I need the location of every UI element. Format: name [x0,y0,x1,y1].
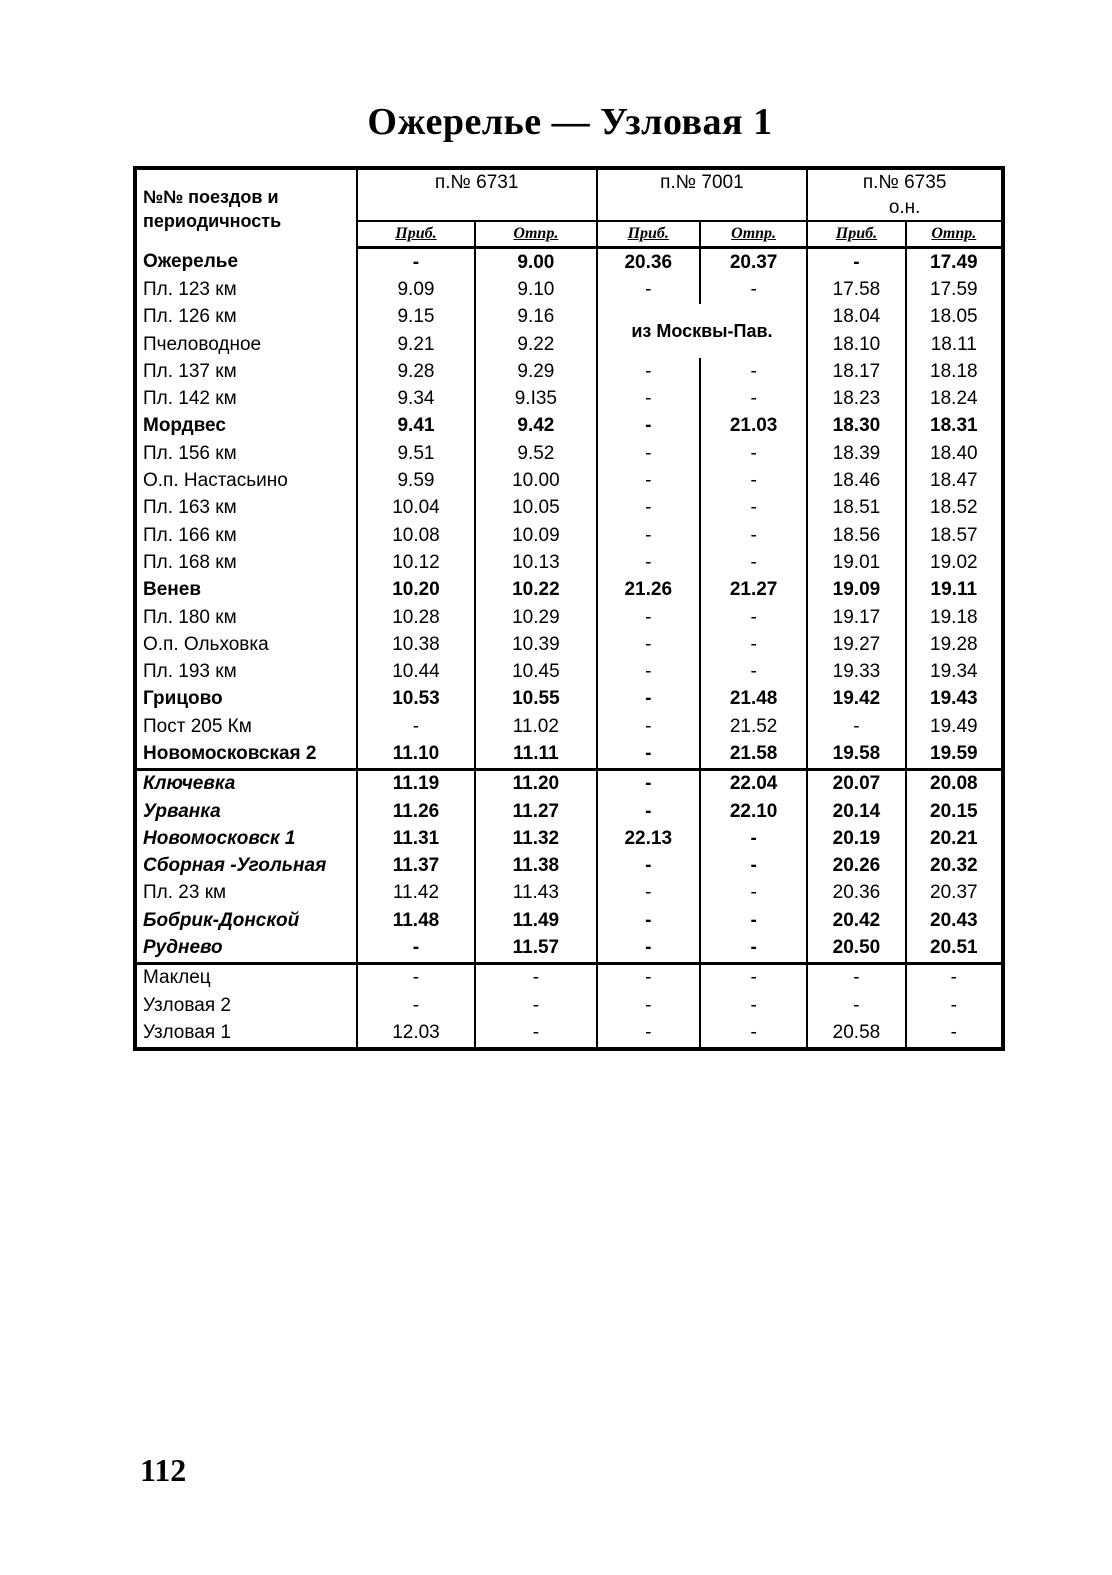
page-title: Ожерелье — Узловая 1 [367,101,773,143]
station-name: Мордвес [135,413,357,440]
time-cell: - [597,798,700,825]
time-cell: - [700,522,807,549]
time-cell: 18.04 [807,304,905,331]
time-cell: - [597,604,700,631]
time-cell: 19.34 [906,658,1003,685]
table-row [135,686,1003,713]
time-cell: - [597,769,700,798]
station-name: Грицово [135,686,357,713]
table-row [135,495,1003,522]
time-cell: - [700,880,807,907]
time-cell: - [807,963,905,992]
time-cell: 20.21 [906,825,1003,852]
train-number: п.№ 7001 [660,172,744,193]
time-cell: 11.31 [357,825,475,852]
station-name: Пл. 193 км [135,658,357,685]
time-cell: - [700,385,807,412]
time-cell: - [597,631,700,658]
train-6735-header [807,168,1003,221]
time-cell: 18.18 [906,358,1003,385]
station-name: Пл. 23 км [135,880,357,907]
time-cell: 11.42 [357,880,475,907]
header-row-trains [135,168,1003,221]
table-row [135,713,1003,740]
time-cell: 22.13 [597,825,700,852]
time-cell: 21.48 [700,686,807,713]
station-name: Пл. 123 км [135,276,357,303]
station-name: Пл. 163 км [135,495,357,522]
station-name: Сборная -Угольная [135,853,357,880]
time-cell: 20.36 [597,248,700,277]
time-cell: 20.37 [906,880,1003,907]
time-cell: 18.17 [807,358,905,385]
dep-header: Отпр. [906,221,1003,248]
route-note: из Москвы-Пав. [597,304,808,359]
time-cell: 20.26 [807,853,905,880]
time-cell: - [700,495,807,522]
time-cell: - [357,248,475,277]
station-name: Ожерелье [135,248,357,277]
time-cell: 18.47 [906,467,1003,494]
table-row [135,385,1003,412]
time-cell: - [597,385,700,412]
time-cell: 19.42 [807,686,905,713]
time-cell: 11.10 [357,740,475,769]
station-name: Пл. 168 км [135,549,357,576]
time-cell: 11.32 [475,825,596,852]
time-cell: - [475,963,596,992]
time-cell: 10.55 [475,686,596,713]
time-cell: 19.59 [906,740,1003,769]
time-cell: 12.03 [357,1019,475,1048]
time-cell: - [597,358,700,385]
time-cell: - [597,440,700,467]
time-cell: - [597,549,700,576]
time-cell: 22.04 [700,769,807,798]
time-cell: - [700,549,807,576]
time-cell: 10.05 [475,495,596,522]
time-cell: 9.00 [475,248,596,277]
station-name: Узловая 1 [135,1019,357,1048]
time-cell: - [906,992,1003,1019]
time-cell: 18.57 [906,522,1003,549]
time-cell: 19.33 [807,658,905,685]
time-cell: 10.38 [357,631,475,658]
time-cell: - [597,880,700,907]
time-cell: - [700,907,807,934]
time-cell: 17.58 [807,276,905,303]
time-cell: 21.52 [700,713,807,740]
time-cell: 19.27 [807,631,905,658]
time-cell: 19.49 [906,713,1003,740]
time-cell: 22.10 [700,798,807,825]
time-cell: - [597,907,700,934]
time-cell: 11.20 [475,769,596,798]
time-cell: 18.23 [807,385,905,412]
time-cell: 11.38 [475,853,596,880]
time-cell: - [597,740,700,769]
station-name: Пчеловодное [135,331,357,358]
station-name: Руднево [135,934,357,963]
table-row [135,934,1003,963]
time-cell: - [906,963,1003,992]
time-cell: 11.49 [475,907,596,934]
time-cell: 11.57 [475,934,596,963]
time-cell: 11.02 [475,713,596,740]
time-cell: 11.11 [475,740,596,769]
time-cell: 10.39 [475,631,596,658]
station-name: Пл. 180 км [135,604,357,631]
time-cell: 17.49 [906,248,1003,277]
time-cell: 18.05 [906,304,1003,331]
time-cell: 18.11 [906,331,1003,358]
time-cell: - [597,1019,700,1048]
time-cell: 18.46 [807,467,905,494]
station-name: Маклец [135,963,357,992]
time-cell: 10.00 [475,467,596,494]
time-cell: 9.15 [357,304,475,331]
train-number: п.№ 6735 [862,172,947,193]
time-cell: 20.14 [807,798,905,825]
time-cell: 11.19 [357,769,475,798]
table-row [135,358,1003,385]
time-cell: - [700,358,807,385]
time-cell: - [475,992,596,1019]
time-cell: 19.58 [807,740,905,769]
time-cell: - [597,658,700,685]
table-row [135,992,1003,1019]
table-row [135,577,1003,604]
time-cell: 19.09 [807,577,905,604]
time-cell: 10.04 [357,495,475,522]
station-name: Венев [135,577,357,604]
time-cell: - [700,825,807,852]
time-cell: 10.29 [475,604,596,631]
time-cell: - [700,631,807,658]
header-label: №№ поездов и периодичность [135,168,357,248]
time-cell: 11.48 [357,907,475,934]
time-cell: 11.37 [357,853,475,880]
station-name: Новомосковская 2 [135,740,357,769]
time-cell: 9.41 [357,413,475,440]
time-cell: 19.11 [906,577,1003,604]
time-cell: 9.I35 [475,385,596,412]
time-cell: 18.52 [906,495,1003,522]
time-cell: - [357,992,475,1019]
time-cell: 10.22 [475,577,596,604]
table-row [135,1019,1003,1048]
train-7001-header [597,168,808,221]
time-cell: 20.15 [906,798,1003,825]
time-cell: 9.21 [357,331,475,358]
time-cell: - [700,1019,807,1048]
time-cell: 9.16 [475,304,596,331]
station-name: Бобрик-Донской [135,907,357,934]
time-cell: 11.43 [475,880,596,907]
time-cell: 10.44 [357,658,475,685]
time-cell: 18.56 [807,522,905,549]
time-cell: 10.12 [357,549,475,576]
time-cell: 18.40 [906,440,1003,467]
table-row [135,658,1003,685]
station-name: О.п. Настасьино [135,467,357,494]
table-row [135,963,1003,992]
time-cell: 20.37 [700,248,807,277]
arr-header: Приб. [807,221,905,248]
time-cell: 19.43 [906,686,1003,713]
time-cell: - [807,992,905,1019]
time-cell: 21.03 [700,413,807,440]
time-cell: 21.58 [700,740,807,769]
timetable-body [135,248,1003,1049]
table-row [135,907,1003,934]
time-cell: - [700,467,807,494]
dep-header: Отпр. [475,221,596,248]
time-cell: - [357,713,475,740]
time-cell: 9.22 [475,331,596,358]
table-row [135,413,1003,440]
time-cell: 20.42 [807,907,905,934]
time-cell: - [597,276,700,303]
time-cell: 10.20 [357,577,475,604]
time-cell: 20.07 [807,769,905,798]
train-periodicity: о.н. [888,197,921,218]
time-cell: 9.09 [357,276,475,303]
table-row [135,631,1003,658]
station-name: Новомосковск 1 [135,825,357,852]
time-cell: 10.09 [475,522,596,549]
train-6731-header [357,168,597,221]
time-cell: 9.52 [475,440,596,467]
time-cell: 21.26 [597,577,700,604]
time-cell: - [700,963,807,992]
time-cell: 10.13 [475,549,596,576]
time-cell: 19.28 [906,631,1003,658]
table-row [135,522,1003,549]
time-cell: 11.26 [357,798,475,825]
time-cell: - [597,467,700,494]
time-cell: 9.34 [357,385,475,412]
table-row [135,853,1003,880]
time-cell: 17.59 [906,276,1003,303]
time-cell: 19.01 [807,549,905,576]
time-cell: - [597,686,700,713]
time-cell: 9.28 [357,358,475,385]
table-row [135,798,1003,825]
time-cell: - [357,963,475,992]
time-cell: - [597,495,700,522]
time-cell: - [700,440,807,467]
station-name: Узловая 2 [135,992,357,1019]
time-cell: - [597,934,700,963]
time-cell: 20.43 [906,907,1003,934]
time-cell: 9.59 [357,467,475,494]
time-cell: 18.10 [807,331,905,358]
time-cell: 19.18 [906,604,1003,631]
time-cell: - [700,934,807,963]
table-row [135,604,1003,631]
time-cell: 18.31 [906,413,1003,440]
station-name: Урванка [135,798,357,825]
time-cell: 18.24 [906,385,1003,412]
table-row [135,331,1003,358]
time-cell: 18.51 [807,495,905,522]
time-cell: - [597,522,700,549]
table-row [135,248,1003,277]
time-cell: - [597,413,700,440]
station-name: Пл. 142 км [135,385,357,412]
time-cell: - [700,992,807,1019]
table-row [135,769,1003,798]
time-cell: 20.08 [906,769,1003,798]
time-cell: - [700,604,807,631]
station-name: О.п. Ольховка [135,631,357,658]
time-cell: - [357,934,475,963]
page-number: 112 [140,1452,187,1488]
arr-header: Приб. [597,221,700,248]
time-cell: 10.45 [475,658,596,685]
time-cell: 9.51 [357,440,475,467]
time-cell: - [807,248,905,277]
time-cell: 20.19 [807,825,905,852]
time-cell: 10.28 [357,604,475,631]
time-cell: 9.10 [475,276,596,303]
station-name: Пл. 166 км [135,522,357,549]
dep-header: Отпр. [700,221,807,248]
time-cell: 20.58 [807,1019,905,1048]
time-cell: - [597,992,700,1019]
table-row [135,740,1003,769]
time-cell: 21.27 [700,577,807,604]
time-cell: 19.17 [807,604,905,631]
time-cell: 19.02 [906,549,1003,576]
time-cell: - [597,853,700,880]
table-row [135,440,1003,467]
arr-header: Приб. [357,221,475,248]
time-cell: 18.39 [807,440,905,467]
time-cell: 20.32 [906,853,1003,880]
time-cell: 11.27 [475,798,596,825]
time-cell: 10.53 [357,686,475,713]
station-name: Пл. 126 км [135,304,357,331]
time-cell: - [700,276,807,303]
table-row [135,825,1003,852]
time-cell: - [475,1019,596,1048]
table-row [135,304,1003,331]
time-cell: 9.42 [475,413,596,440]
time-cell: 18.30 [807,413,905,440]
time-cell: - [597,713,700,740]
time-cell: 9.29 [475,358,596,385]
time-cell: 10.08 [357,522,475,549]
train-number: п.№ 6731 [434,172,519,193]
table-row [135,467,1003,494]
table-row [135,276,1003,303]
time-cell: - [700,853,807,880]
time-cell: 20.36 [807,880,905,907]
time-cell: 20.51 [906,934,1003,963]
timetable [133,166,1005,1051]
time-cell: - [807,713,905,740]
time-cell: - [597,963,700,992]
table-row [135,549,1003,576]
table-row [135,880,1003,907]
time-cell: - [906,1019,1003,1048]
station-name: Пл. 137 км [135,358,357,385]
station-name: Ключевка [135,769,357,798]
station-name: Пл. 156 км [135,440,357,467]
time-cell: - [700,658,807,685]
station-name: Пост 205 Км [135,713,357,740]
time-cell: 20.50 [807,934,905,963]
